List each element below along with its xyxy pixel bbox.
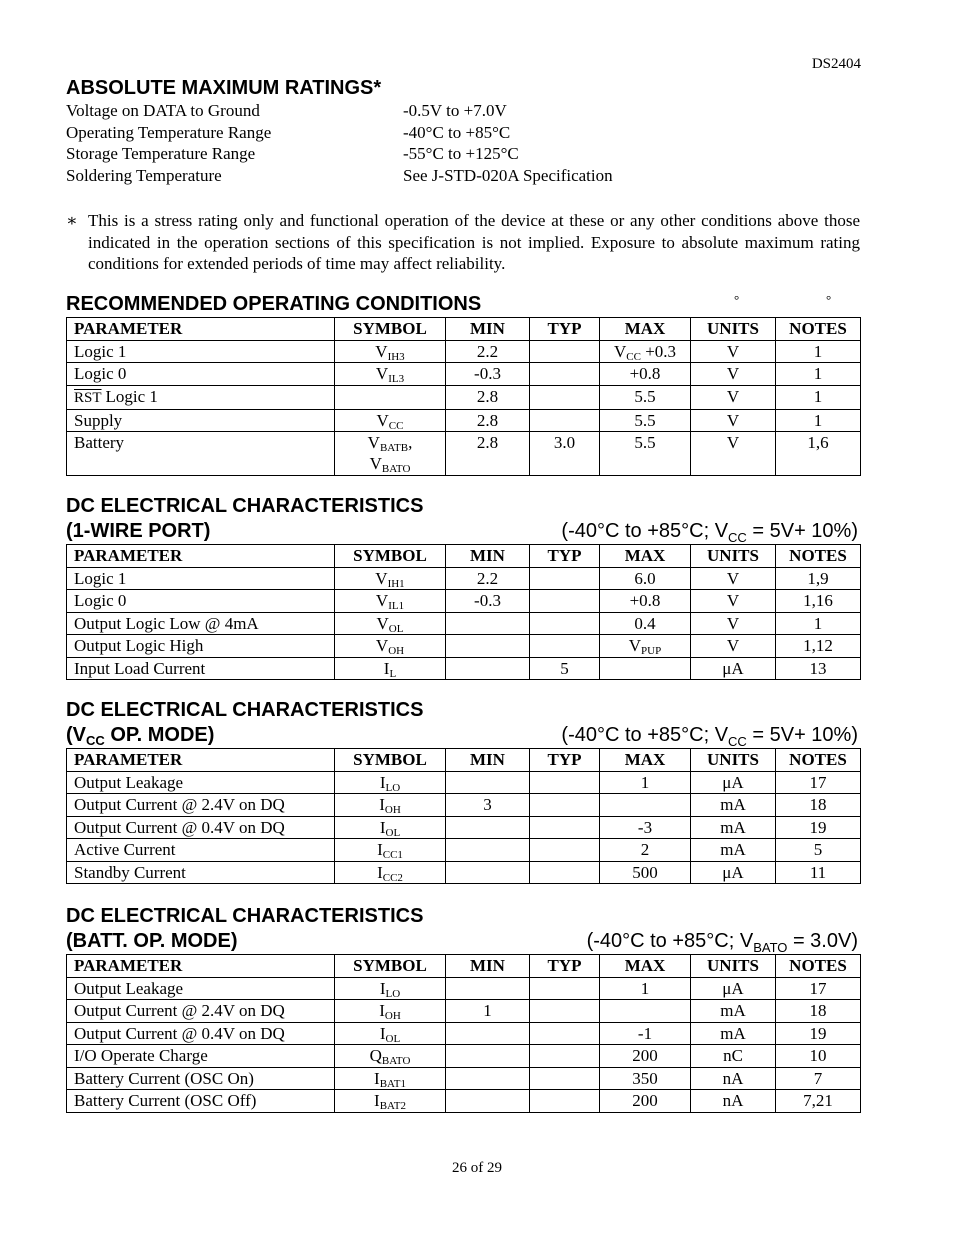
cell-units: V [691,363,776,386]
cell-parameter: Output Current @ 0.4V on DQ [67,1022,335,1045]
cell-symbol: $I_{CC2}$ [335,861,446,884]
cell-symbol: $V_{BATB}$, $V_{BATO}$ [335,432,446,476]
dc3-subtitle: (BATT. OP. MODE) [66,930,238,952]
cell-parameter: Supply [67,409,335,432]
col-min: MIN [446,318,530,341]
cell-parameter: Output Current @ 2.4V on DQ [67,1000,335,1023]
cell-min: 2.8 [446,409,530,432]
cell-symbol: $V_{CC}$ [335,409,446,432]
cell-units: mA [691,1022,776,1045]
cell-min [446,861,530,884]
cell-symbol: $V_{IH3}$ [335,340,446,363]
dc2-conditions: (-40°C to +85°C; $V_{CC} = 5V+ 10\%$) [561,724,858,749]
cell-symbol: $I_{LO}$ [335,771,446,794]
col-symbol: SYMBOL [335,318,446,341]
col-min: MIN [446,955,530,978]
cell-typ [530,409,600,432]
cell-typ [530,635,600,658]
cell-notes: 18 [776,794,861,817]
amr-row [66,165,613,187]
cell-min: 3 [446,794,530,817]
cell-parameter: Battery Current (OSC Off) [67,1090,335,1113]
amr-value: -0.5V to +7.0V [403,101,507,120]
cell-max [600,794,691,817]
cell-notes: 11 [776,861,861,884]
cell-typ [530,340,600,363]
table-row [67,612,861,635]
cell-symbol: $I_{BAT2}$ [335,1090,446,1113]
roc-title: RECOMMENDED OPERATING CONDITIONS [66,293,482,315]
cell-max: $V_{CC} +0.3$ [600,340,691,363]
table-row [67,635,861,658]
dc1-title: DC ELECTRICAL CHARACTERISTICS [66,495,424,517]
col-notes: NOTES [776,545,861,568]
cell-max: +0.8 [600,590,691,613]
cell-parameter: Output Logic Low @ 4mA [67,612,335,635]
cell-min: -0.3 [446,590,530,613]
table-row [67,590,861,613]
cell-units: V [691,385,776,409]
col-typ: TYP [530,749,600,772]
cell-notes: 1,16 [776,590,861,613]
cell-min [446,1067,530,1090]
cell-notes: 1 [776,363,861,386]
cell-parameter: Battery [67,432,335,476]
col-notes: NOTES [776,955,861,978]
cell-parameter: I/O Operate Charge [67,1045,335,1068]
cell-units: mA [691,1000,776,1023]
dc3-title: DC ELECTRICAL CHARACTERISTICS [66,905,424,927]
dc2-subtitle: ($V_{CC}$ OP. MODE) [66,724,215,748]
table-row [67,340,861,363]
cell-min [446,977,530,1000]
table-row [67,839,861,862]
cell-parameter: Output Leakage [67,977,335,1000]
cell-parameter: Battery Current (OSC On) [67,1067,335,1090]
cell-notes: 7,21 [776,1090,861,1113]
cell-parameter: Logic 1 [67,567,335,590]
table-header-row [67,545,861,568]
cell-typ [530,1067,600,1090]
cell-min [446,1045,530,1068]
cell-notes: 5 [776,839,861,862]
table-header-row [67,955,861,978]
cell-min [446,771,530,794]
col-max: MAX [600,318,691,341]
col-units: UNITS [691,318,776,341]
cell-typ [530,816,600,839]
cell-min: 2.8 [446,432,530,476]
degree-mark: ° [734,292,740,307]
cell-typ: 5 [530,657,600,680]
cell-symbol: $I_{OL}$ [335,816,446,839]
cell-max [600,1000,691,1023]
cell-typ [530,1022,600,1045]
cell-units: mA [691,839,776,862]
cell-symbol [335,385,446,409]
page-number: 26 of 29 [452,1160,502,1176]
col-max: MAX [600,545,691,568]
table-row [67,409,861,432]
cell-symbol: $I_{CC1}$ [335,839,446,862]
cell-notes: 13 [776,657,861,680]
cell-min [446,816,530,839]
table-row [67,385,861,409]
cell-typ [530,612,600,635]
cell-symbol: $I_{LO}$ [335,977,446,1000]
cell-symbol: $I_{OH}$ [335,1000,446,1023]
cell-max: 500 [600,861,691,884]
cell-notes: 1,6 [776,432,861,476]
cell-units: nA [691,1067,776,1090]
cell-min: -0.3 [446,363,530,386]
amr-value: -55°C to +125°C [403,144,519,163]
cell-units: mA [691,794,776,817]
amr-row [66,100,613,122]
dc1-subtitle: (1-WIRE PORT) [66,520,211,542]
cell-notes: 1 [776,612,861,635]
cell-min [446,612,530,635]
col-units: UNITS [691,955,776,978]
table-header-row [67,749,861,772]
cell-notes: 10 [776,1045,861,1068]
cell-parameter: Output Current @ 0.4V on DQ [67,816,335,839]
cell-parameter: Logic 1 [67,340,335,363]
cell-parameter: Output Current @ 2.4V on DQ [67,794,335,817]
col-parameter: PARAMETER [67,955,335,978]
cell-parameter: Logic 0 [67,590,335,613]
amr-label: Operating Temperature Range [66,122,272,142]
cell-typ [530,839,600,862]
cell-notes: 19 [776,1022,861,1045]
cell-notes: 17 [776,977,861,1000]
cell-typ [530,771,600,794]
cell-max: 200 [600,1045,691,1068]
cell-notes: 18 [776,1000,861,1023]
cell-max: 5.5 [600,432,691,476]
cell-typ [530,385,600,409]
cell-symbol: $V_{OL}$ [335,612,446,635]
amr-label: Storage Temperature Range [66,144,256,163]
cell-units: V [691,567,776,590]
col-typ: TYP [530,955,600,978]
dc3-table [66,954,861,1113]
cell-symbol: $I_{BAT1}$ [335,1067,446,1090]
cell-units: mA [691,816,776,839]
roc-table [66,317,861,476]
cell-typ [530,590,600,613]
amr-title: ABSOLUTE MAXIMUM RATINGS* [66,77,382,99]
cell-notes: 1 [776,340,861,363]
amr-row [66,143,613,165]
cell-notes: 19 [776,816,861,839]
cell-typ [530,794,600,817]
cell-min: 2.2 [446,567,530,590]
cell-max: 5.5 [600,409,691,432]
col-parameter: PARAMETER [67,318,335,341]
document-id: DS2404 [811,56,861,72]
cell-units: nC [691,1045,776,1068]
cell-max: 5.5 [600,385,691,409]
dc3-conditions: (-40°C to +85°C; $V_{BATO} = 3.0V$) [586,930,858,955]
stress-note [66,210,860,275]
cell-notes: 1,12 [776,635,861,658]
table-row [67,794,861,817]
cell-max: +0.8 [600,363,691,386]
dc2-table [66,748,861,884]
cell-units: nA [691,1090,776,1113]
cell-units: V [691,612,776,635]
cell-units: μA [691,771,776,794]
amr-list [66,100,613,186]
cell-max [600,657,691,680]
cell-typ [530,977,600,1000]
col-typ: TYP [530,545,600,568]
col-units: UNITS [691,545,776,568]
cell-min [446,657,530,680]
cell-min: 2.2 [446,340,530,363]
cell-symbol: $V_{IL3}$ [335,363,446,386]
dc1-table [66,544,861,680]
cell-units: V [691,432,776,476]
cell-parameter: Standby Current [67,861,335,884]
amr-label: Voltage on DATA to Ground [66,101,260,120]
cell-max: 200 [600,1090,691,1113]
col-symbol: SYMBOL [335,545,446,568]
cell-parameter: $\overline{RST}$ Logic 1 [67,385,335,409]
cell-parameter: Logic 0 [67,363,335,386]
cell-max: 2 [600,839,691,862]
table-row [67,657,861,680]
cell-typ [530,1090,600,1113]
note-text: This is a stress rating only and functional operation of the device at these or any other conditions above those indicated in the operation sections of this specification is not implied. Exposure to absolute maximum rating conditions for extended periods of time may affect reliability. [88,211,860,273]
dc1-conditions: (-40°C to +85°C; $V_{CC} = 5V+ 10\%$) [561,520,858,545]
col-max: MAX [600,955,691,978]
cell-symbol: $V_{IL1}$ [335,590,446,613]
cell-typ [530,1000,600,1023]
col-notes: NOTES [776,318,861,341]
cell-max: -1 [600,1022,691,1045]
cell-notes: 1 [776,409,861,432]
cell-min [446,635,530,658]
cell-notes: 1,9 [776,567,861,590]
table-row [67,1000,861,1023]
cell-notes: 17 [776,771,861,794]
amr-value: -40°C to +85°C [403,122,511,142]
dc2-title: DC ELECTRICAL CHARACTERISTICS [66,699,424,721]
cell-max: 1 [600,977,691,1000]
cell-min [446,1022,530,1045]
cell-symbol: $I_{OL}$ [335,1022,446,1045]
table-row [67,861,861,884]
cell-notes: 7 [776,1067,861,1090]
cell-typ [530,1045,600,1068]
col-units: UNITS [691,749,776,772]
table-row [67,1067,861,1090]
col-parameter: PARAMETER [67,545,335,568]
cell-symbol: $V_{OH}$ [335,635,446,658]
cell-parameter: Active Current [67,839,335,862]
cell-typ: 3.0 [530,432,600,476]
col-symbol: SYMBOL [335,955,446,978]
cell-typ [530,363,600,386]
table-row [67,1090,861,1113]
col-parameter: PARAMETER [67,749,335,772]
cell-symbol: $V_{IH1}$ [335,567,446,590]
cell-units: V [691,590,776,613]
table-row [67,567,861,590]
degree-mark: ° [826,292,832,307]
table-row [67,977,861,1000]
cell-typ [530,567,600,590]
amr-label: Soldering Temperature [66,165,222,185]
cell-parameter: Output Logic High [67,635,335,658]
cell-units: V [691,409,776,432]
cell-symbol: $I_{OH}$ [335,794,446,817]
table-row [67,1022,861,1045]
cell-min: 1 [446,1000,530,1023]
col-min: MIN [446,545,530,568]
cell-units: V [691,635,776,658]
cell-symbol: $Q_{BATO}$ [335,1045,446,1068]
col-min: MIN [446,749,530,772]
cell-max: 6.0 [600,567,691,590]
table-row [67,432,861,476]
col-max: MAX [600,749,691,772]
table-row [67,816,861,839]
cell-symbol: $I_L$ [335,657,446,680]
cell-units: μA [691,657,776,680]
table-row [67,771,861,794]
cell-units: V [691,340,776,363]
rst-overline-label: $\overline{RST}$ [74,389,102,406]
col-symbol: SYMBOL [335,749,446,772]
cell-parameter: Output Leakage [67,771,335,794]
cell-parameter: Input Load Current [67,657,335,680]
table-row [67,363,861,386]
col-typ: TYP [530,318,600,341]
cell-min: 2.8 [446,385,530,409]
cell-units: μA [691,861,776,884]
cell-max: 1 [600,771,691,794]
cell-min [446,839,530,862]
cell-max: 0.4 [600,612,691,635]
col-notes: NOTES [776,749,861,772]
cell-max: -3 [600,816,691,839]
cell-typ [530,861,600,884]
cell-notes: 1 [776,385,861,409]
table-row [67,1045,861,1068]
cell-min [446,1090,530,1113]
cell-max: 350 [600,1067,691,1090]
note-asterisk: ∗ [66,211,78,230]
amr-value: See J-STD-020A Specification [403,165,613,185]
amr-row [66,122,613,144]
cell-units: μA [691,977,776,1000]
cell-max: $V_{PUP}$ [600,635,691,658]
table-header-row [67,318,861,341]
